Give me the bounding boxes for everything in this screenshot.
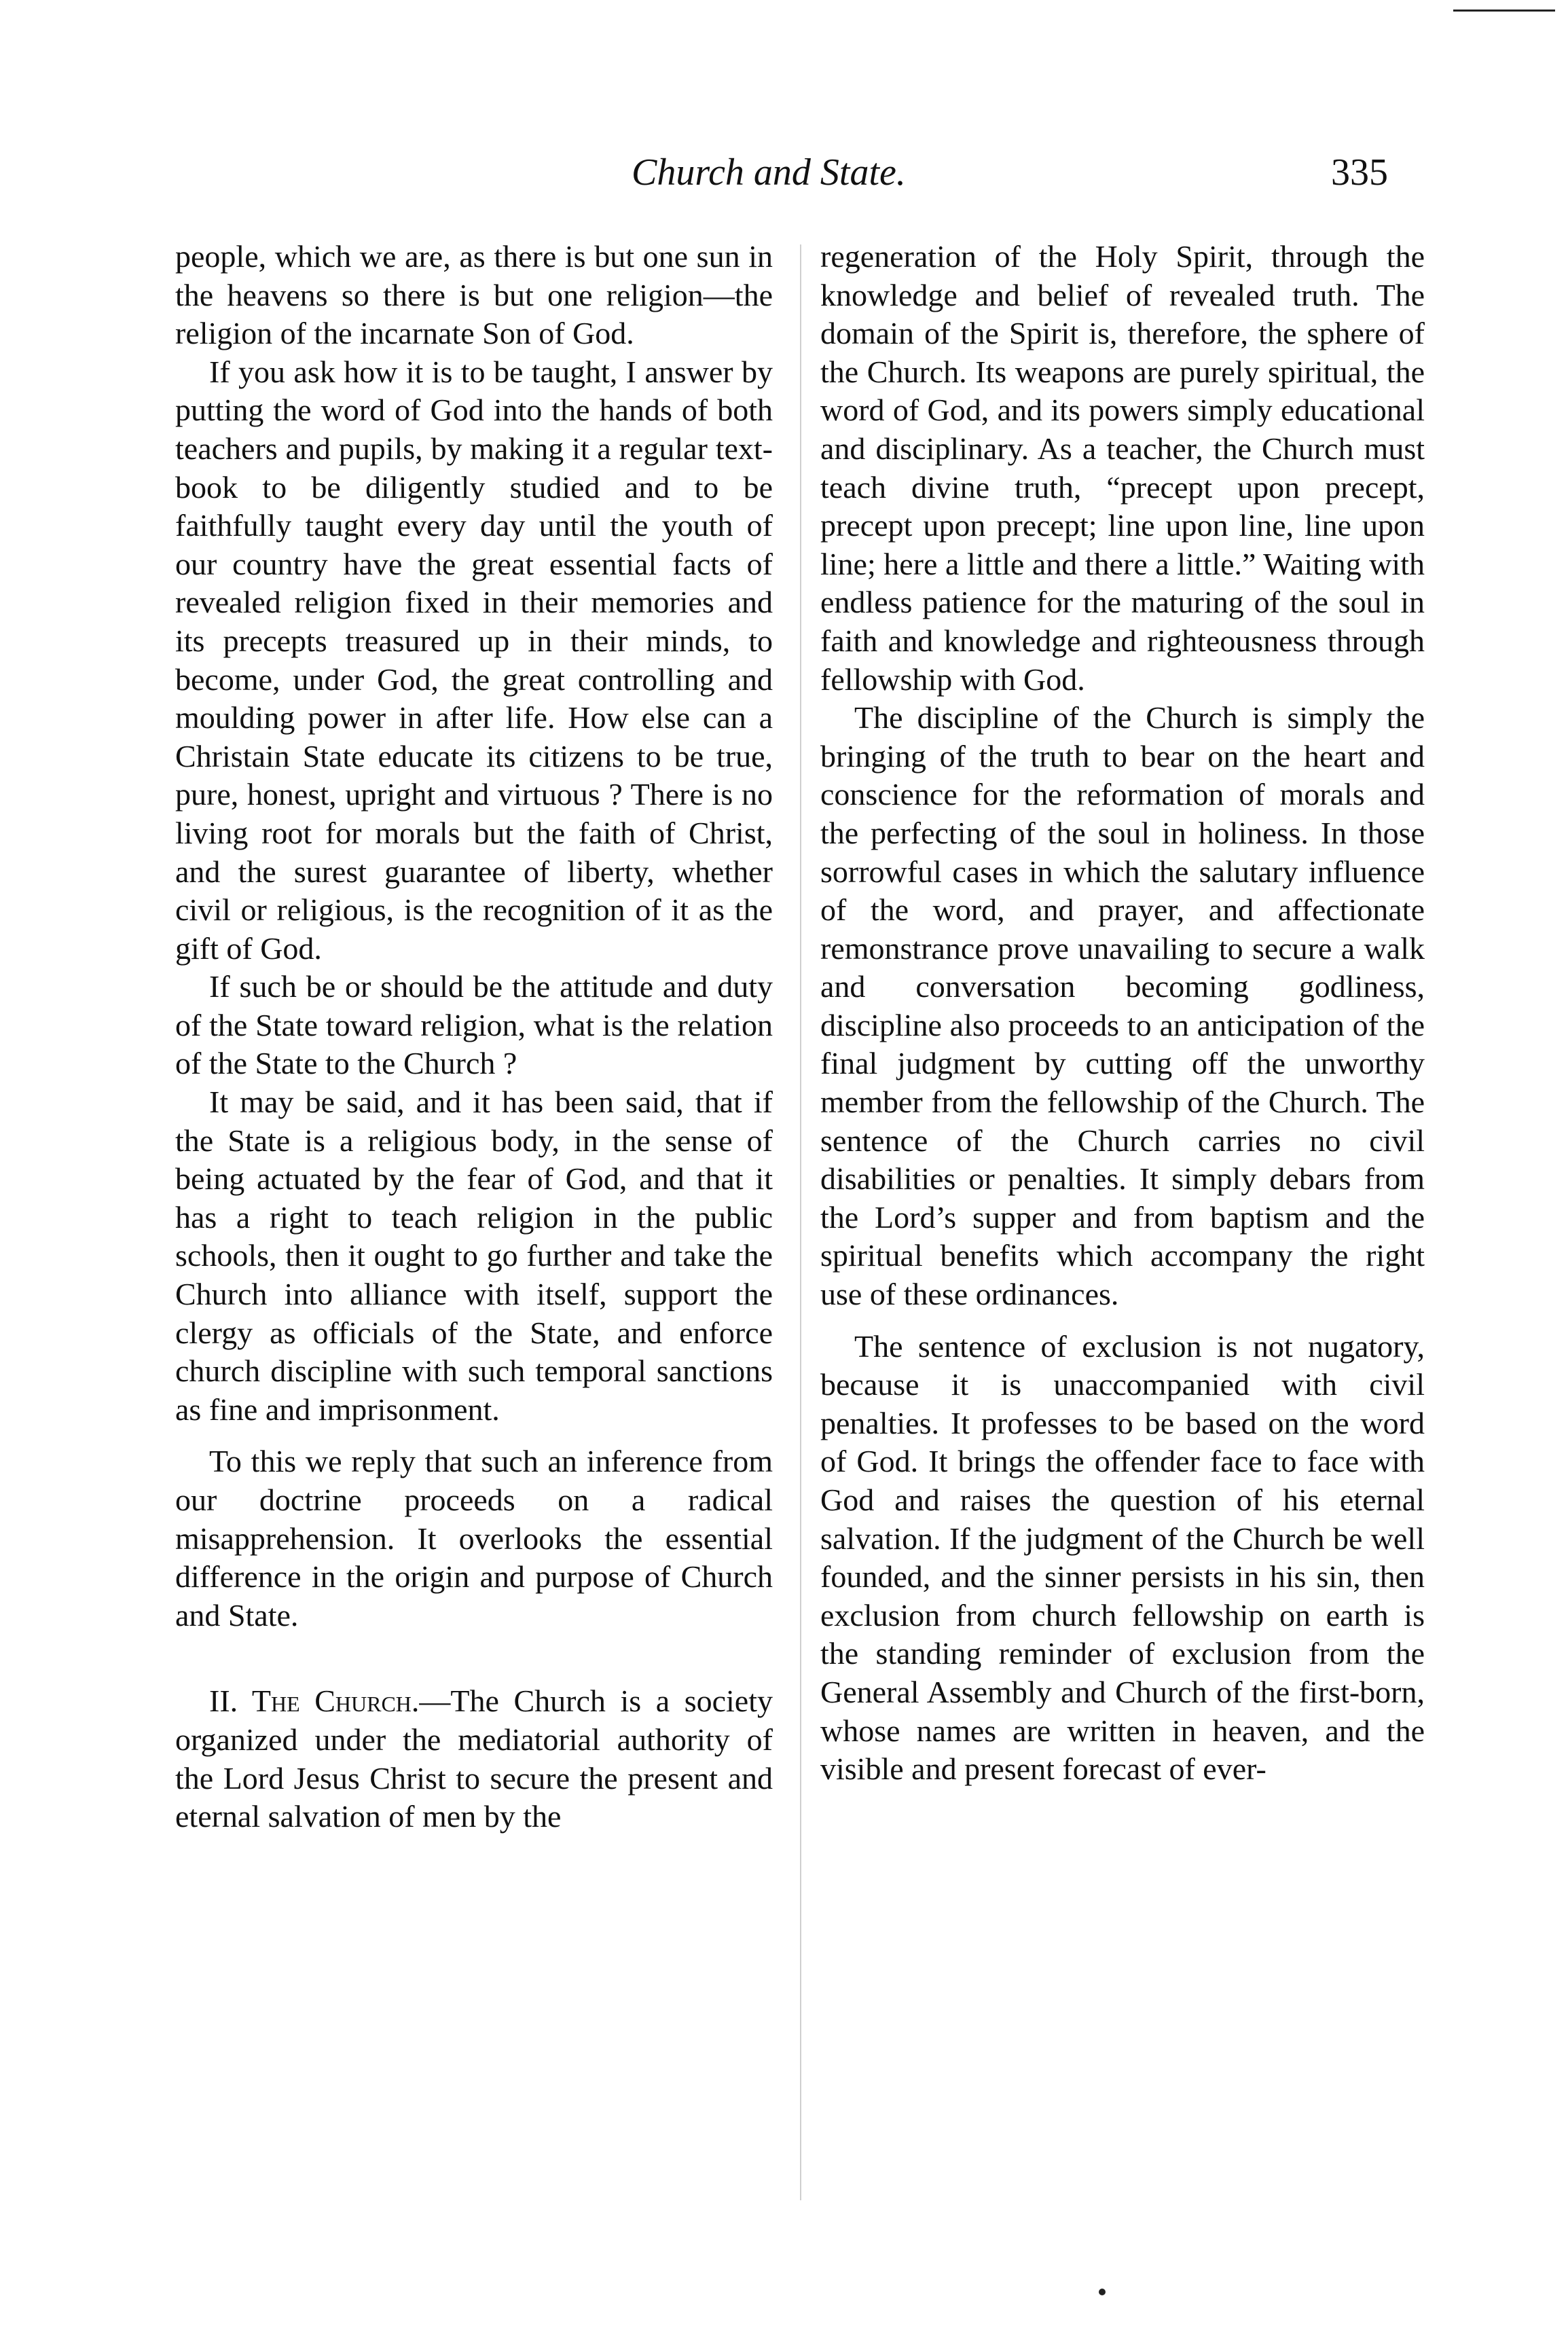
section-heading: II. The Church. — [209, 1683, 420, 1719]
left-paragraph-5: To this we reply that such an inference from our doctrine proceeds on a radical misapprehension. It overlooks the essential difference in the origin and purpose of Church and State. — [175, 1444, 773, 1633]
left-paragraph-1: people, which we are, as there is but one sun in the heavens so there is but one religion—the religion of the incarnate Son of God. — [175, 239, 773, 351]
left-paragraph-3: If such be or should be the attitude and duty of the State toward religion, what is the relation of the State to the Church ? — [175, 969, 773, 1081]
right-column — [820, 238, 1425, 1789]
page-number: 335 — [1331, 151, 1388, 194]
top-corner-rule — [1453, 10, 1555, 12]
print-speck — [1099, 2289, 1106, 2295]
right-paragraph-3: The sentence of exclusion is not nugatory, because it is unaccompanied with civil penalties. It professes to be based on the word of God. It brings the offender face to face with God and raises the question of his eternal salvation. If the judgment of the Church be well founded, and the sinner persists in his sin, then exclusion from church fellowship on earth is the standing reminder of exclusion from the General Assembly and Church of the first-born, whose names are written in heaven, and the visible and present forecast of ever- — [820, 1328, 1425, 1787]
right-paragraph-2: The discipline of the Church is simply the bringing of the truth to bear on the heart and conscience for the reformation of morals and the perfecting of the soul in holiness. In those sorrowful cases in which the salutary influence of the word, and prayer, and affectionate remonstrance prove unavailing to secure a walk and conversation becoming godliness, discipline also proceeds to an anticipation of the final judgment by cutting off the unworthy member from the fellowship of the Church. The sentence of the Church carries no civil disabilities or penalties. It simply debars from the Lord’s supper and from baptism and the spiritual benefits which accompany the right use of these ordinances. — [820, 700, 1425, 1312]
left-paragraph-2: If you ask how it is to be taught, I answer by putting the word of God into the hands of both teachers and pupils, by making it a regular text-book to be diligently studied and to be faithfully taught every day until the youth of our country have the great essential facts of revealed religion fixed in their memories and its precepts treasured up in their minds, to become, under God, the great controlling and moulding power in after life. How else can a Christain State educate its citizens to be true, pure, honest, upright and virtuous ? There is no living root for morals but the faith of Christ, and the surest guarantee of liberty, whether civil or religious, is the recognition of it as the gift of God. — [175, 354, 773, 966]
left-paragraph-4: It may be said, and it has been said, that if the State is a religious body, in the sense of being actuated by the fear of God, and that it has a right to teach religion in the public schools, then it ought to go further and take the Church into alliance with itself, support the clergy as officials of the State, and enforce church discipline with such temporal sanctions as fine and imprisonment. — [175, 1085, 773, 1427]
column-divider — [800, 244, 801, 2200]
running-title: Church and State. — [632, 151, 906, 194]
left-column — [175, 238, 773, 1836]
right-paragraph-1: regeneration of the Holy Spirit, through the knowledge and belief of revealed truth. The domain of the Spirit is, therefore, the sphere of the Church. Its weapons are purely spiritual, the word of God, and its powers simply educational and disciplinary. As a teacher, the Church must teach divine truth, “precept upon precept, precept upon precept; line upon line, line upon line; here a little and there a little.” Waiting with endless patience for the maturing of the soul in faith and knowledge and righteousness through fellowship with God. — [820, 239, 1425, 697]
section-text: —The Church is a society organized under the mediatorial authority of the Lord Jesus Christ to secure the present and eternal salvation of men by the — [175, 1683, 773, 1834]
section-paragraph — [175, 1682, 773, 1836]
